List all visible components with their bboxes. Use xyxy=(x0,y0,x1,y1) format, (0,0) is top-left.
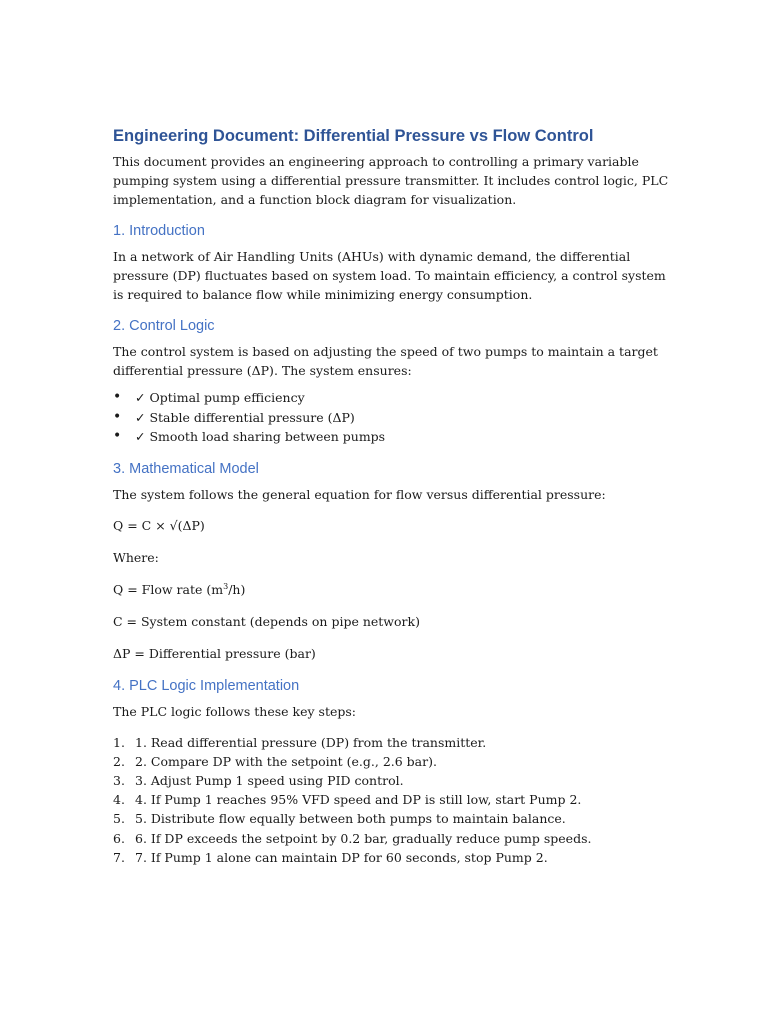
list-item xyxy=(113,829,673,848)
plc-logic-paragraph: The PLC logic follows these key steps: xyxy=(113,703,356,719)
q-definition-suffix: /h) xyxy=(228,581,246,597)
document-page xyxy=(113,124,673,867)
dp-definition: ΔP = Differential pressure (bar) xyxy=(113,645,316,661)
heading-introduction: 1. Introduction xyxy=(113,223,205,239)
bullet-icon: • xyxy=(113,428,122,444)
list-item-text: 5. Distribute flow equally between both pumps to maintain balance. xyxy=(135,811,566,827)
list-item xyxy=(113,752,673,771)
list-item-text: 4. If Pump 1 reaches 95% VFD speed and DP is still low, start Pump 2. xyxy=(135,792,582,808)
list-number: 7. xyxy=(113,849,125,865)
control-logic-paragraph: The control system is based on adjusting the speed of two pumps to maintain a target differential pressure (ΔP). The system ensures: xyxy=(113,344,658,378)
q-definition-superscript: 3 xyxy=(223,581,229,591)
list-item xyxy=(113,408,673,428)
bullet-icon: • xyxy=(113,389,122,405)
intro-paragraph: This document provides an engineering approach to controlling a primary variable pumping system using a differential pressure transmitter. It includes control logic, PLC implementation, and a function block diagram for visualization. xyxy=(113,154,669,207)
flow-equation: Q = C × √(ΔP) xyxy=(113,517,205,533)
list-item-text: ✓ Stable differential pressure (ΔP) xyxy=(135,409,355,425)
heading-plc-logic: 4. PLC Logic Implementation xyxy=(113,677,300,694)
list-item xyxy=(113,771,673,790)
list-item-text: 3. Adjust Pump 1 speed using PID control. xyxy=(135,772,404,788)
introduction-paragraph: In a network of Air Handling Units (AHUs) with dynamic demand, the differential pressure (DP) fluctuates based on system load. To maintain efficiency, a control system is required to balance flow while minimizing energy consumption. xyxy=(113,249,666,302)
q-definition-prefix: Q = Flow rate (m xyxy=(113,581,224,597)
list-item-text: 7. If Pump 1 alone can maintain DP for 60 seconds, stop Pump 2. xyxy=(135,849,548,865)
list-item xyxy=(113,733,673,752)
list-item xyxy=(113,388,673,408)
c-definition: C = System constant (depends on pipe network) xyxy=(113,613,420,629)
list-item-text: 6. If DP exceeds the setpoint by 0.2 bar, gradually reduce pump speeds. xyxy=(135,830,592,846)
list-item xyxy=(113,790,673,809)
math-model-paragraph: The system follows the general equation for flow versus differential pressure: xyxy=(113,486,606,502)
bullet-icon: • xyxy=(113,408,122,425)
list-item xyxy=(113,427,673,447)
list-item-text: 1. Read differential pressure (DP) from the transmitter. xyxy=(135,734,487,750)
plc-steps-list xyxy=(113,733,673,867)
control-logic-list xyxy=(113,388,673,447)
list-number: 1. xyxy=(113,734,125,750)
q-definition xyxy=(113,580,673,599)
list-number: 4. xyxy=(113,792,125,808)
document-title: Engineering Document: Differential Pressure vs Flow Control xyxy=(113,127,594,145)
list-item xyxy=(113,809,673,828)
list-number: 3. xyxy=(113,772,125,788)
list-item-text: ✓ Optimal pump efficiency xyxy=(135,390,305,405)
list-number: 2. xyxy=(113,753,125,769)
list-item xyxy=(113,848,673,867)
list-number: 6. xyxy=(113,830,125,846)
list-item-text: 2. Compare DP with the setpoint (e.g., 2.6 bar). xyxy=(135,753,437,769)
list-number: 5. xyxy=(113,811,125,827)
heading-control-logic: 2. Control Logic xyxy=(113,318,215,334)
heading-math-model: 3. Mathematical Model xyxy=(113,460,259,477)
where-label: Where: xyxy=(113,549,159,565)
list-item-text: ✓ Smooth load sharing between pumps xyxy=(135,429,386,444)
